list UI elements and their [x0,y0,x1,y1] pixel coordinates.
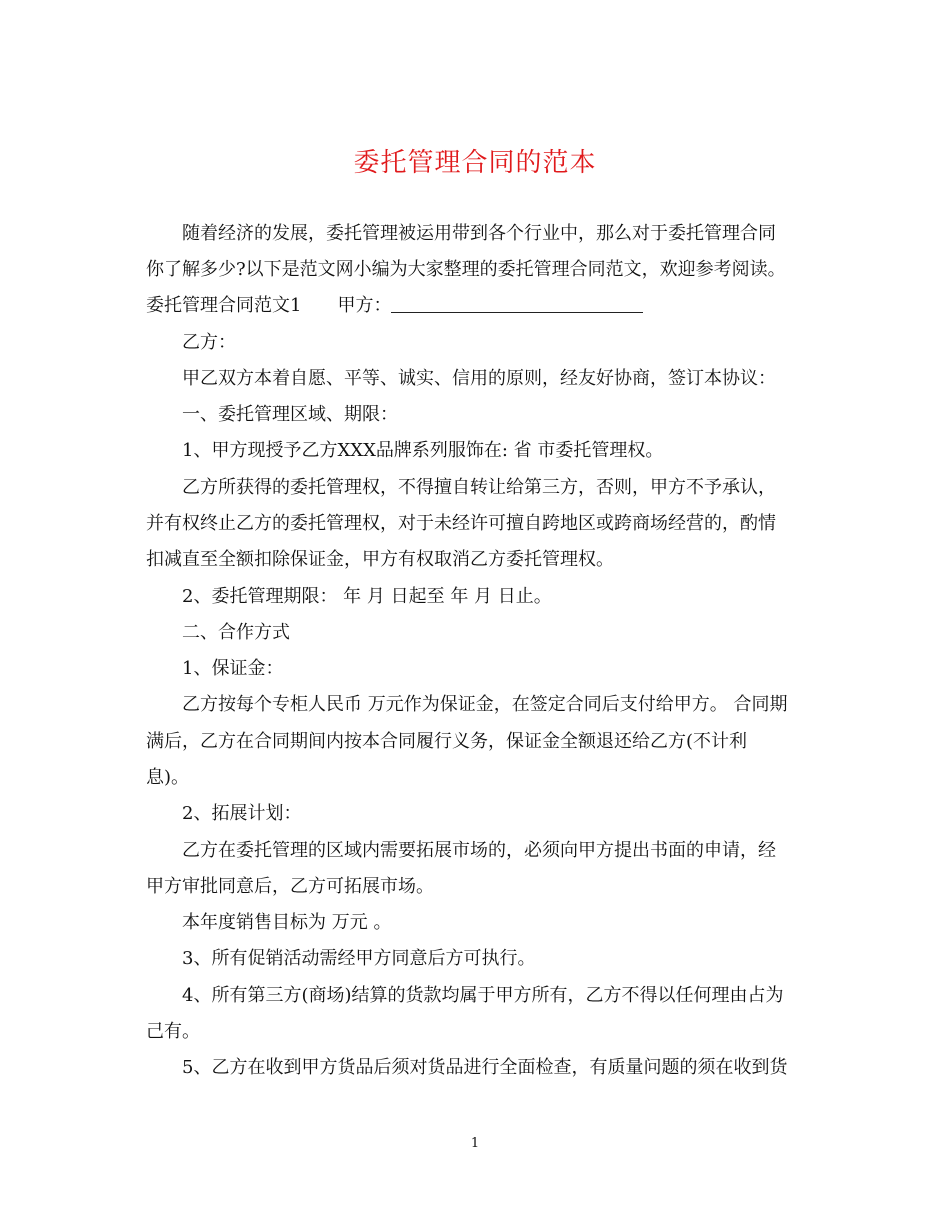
contract-heading-party-a: 委托管理合同范文1 甲方： [146,295,392,316]
expansion-line-2: 甲方审批同意后，乙方可拓展市场。 [146,876,434,897]
agreement-preamble: 甲乙双方本着自愿、平等、诚实、信用的原则，经友好协商，签订本协议： [182,368,776,389]
party-a-blank [391,295,643,313]
clause-2-4-line-1: 4、所有第三方(商场)结算的货款均属于甲方所有，乙方不得以任何理由占为 [182,985,784,1006]
clause-transfer-line-3: 扣减直至全额扣除保证金，甲方有权取消乙方委托管理权。 [146,549,614,570]
section-1-heading: 一、委托管理区域、期限： [182,404,398,425]
document-title: 委托管理合同的范本 [353,148,597,178]
sales-target-line: 本年度销售目标为 万元 。 [182,912,392,933]
expansion-line-1: 乙方在委托管理的区域内需要拓展市场的，必须向甲方提出书面的申请，经 [182,840,776,861]
clause-2-4-line-2: 己有。 [146,1021,200,1042]
party-b-line: 乙方： [182,332,236,353]
deposit-line-2: 满后，乙方在合同期间内按本合同履行义务，保证金全额退还给乙方(不计利 [146,731,748,752]
intro-line-1: 随着经济的发展，委托管理被运用带到各个行业中，那么对于委托管理合同 [182,223,776,244]
clause-transfer-line-1: 乙方所获得的委托管理权，不得擅自转让给第三方，否则，甲方不予承认， [182,477,776,498]
clause-transfer-line-2: 并有权终止乙方的委托管理权，对于未经许可擅自跨地区或跨商场经营的，酌情 [146,513,776,534]
deposit-line-1: 乙方按每个专柜人民币 万元作为保证金，在签定合同后支付给甲方。 合同期 [182,694,788,715]
clause-2-5-line-1: 5、乙方在收到甲方货品后须对货品进行全面检查，有质量问题的须在收到货 [182,1057,788,1078]
deposit-line-3: 息)。 [146,767,190,788]
clause-1-1: 1、甲方现授予乙方XXX品牌系列服饰在: 省 市委托管理权。 [182,440,664,461]
clause-1-2: 2、委托管理期限： 年 月 日起至 年 月 日止。 [182,586,552,607]
clause-2-3: 3、所有促销活动需经甲方同意后方可执行。 [182,948,536,969]
page-number: 1 [470,1136,480,1151]
clause-2-2-heading: 2、拓展计划： [182,803,302,824]
contract-heading-line [146,294,643,318]
intro-line-2: 你了解多少?以下是范文网小编为大家整理的委托管理合同范文，欢迎参考阅读。 [146,259,786,280]
clause-2-1-heading: 1、保证金： [182,658,284,679]
section-2-heading: 二、合作方式 [182,622,290,643]
